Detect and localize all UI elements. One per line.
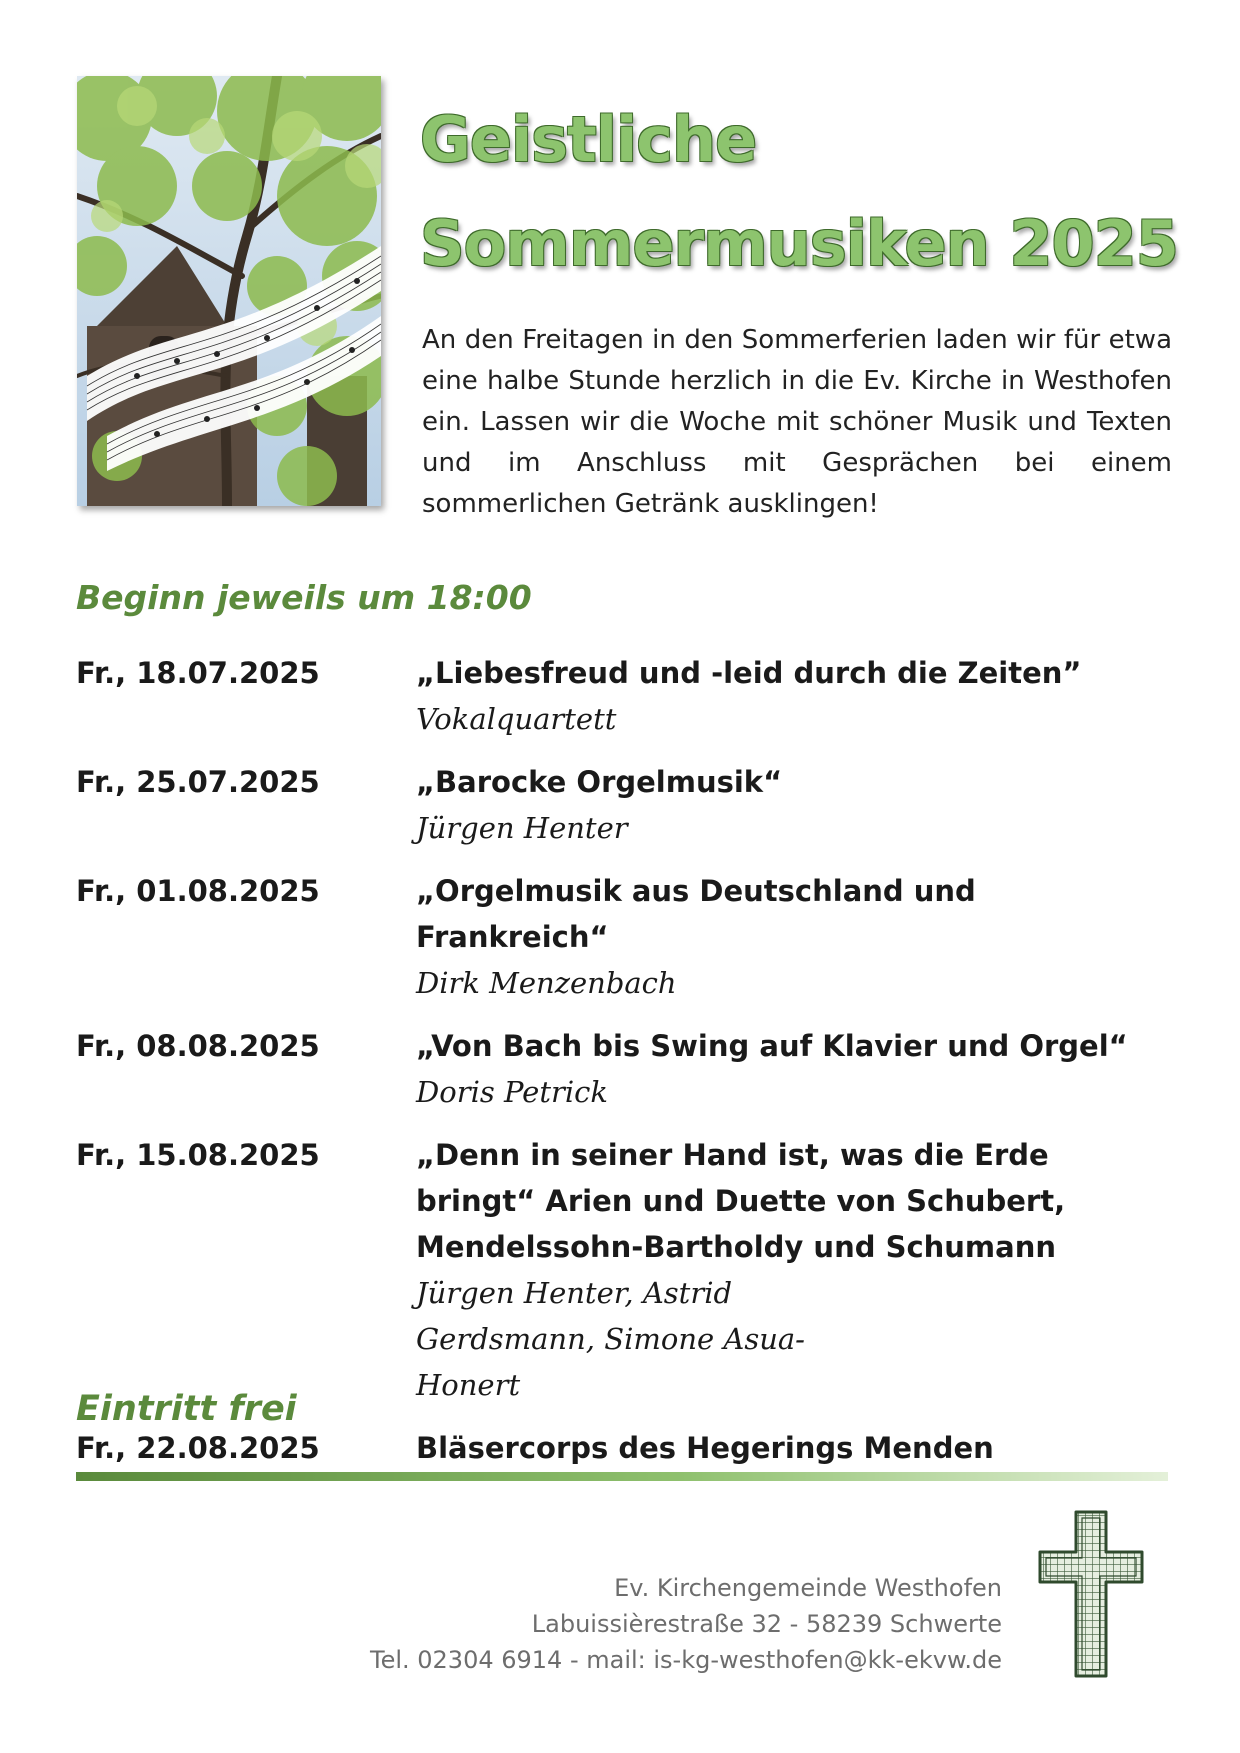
event-title: „Liebesfreud und -leid durch die Zeiten”: [416, 656, 1082, 690]
event-date: Fr., 18.07.2025: [76, 656, 320, 690]
event-date: Fr., 22.08.2025: [76, 1431, 320, 1465]
event-title: „Barocke Orgelmusik“: [416, 765, 783, 799]
event-date: Fr., 08.08.2025: [76, 1029, 320, 1063]
event-row: [76, 1425, 1176, 1471]
event-performer: Dirk Menzenbach: [416, 966, 677, 1000]
event-row: [76, 759, 1176, 851]
contact-footer: [370, 1570, 1002, 1678]
title-line-1: Geistliche: [420, 103, 757, 176]
event-performer: Vokalquartett: [416, 702, 617, 736]
event-title: „Von Bach bis Swing auf Klavier und Orgel“: [416, 1029, 1128, 1063]
event-performer: Jürgen Henter, Astrid Gerdsmann, Simone Asua-Honert: [416, 1276, 805, 1402]
title-line-2: Sommermusiken 2025: [420, 207, 1178, 280]
divider-rule: [76, 1472, 1168, 1481]
event-details: [416, 650, 1176, 742]
event-details: [416, 1023, 1176, 1115]
event-row: [76, 1132, 1176, 1408]
church-tree-photo: [77, 76, 381, 506]
event-performer: Jürgen Henter: [416, 811, 628, 845]
event-schedule: [76, 650, 1176, 1488]
event-date: Fr., 15.08.2025: [76, 1138, 320, 1172]
flyer-title: [420, 88, 1200, 296]
event-row: [76, 650, 1176, 742]
event-title: Bläsercorps des Hegerings Menden: [416, 1431, 994, 1465]
event-title: „Denn in seiner Hand ist, was die Erde bringt“ Arien und Duette von Schubert, Mendelssohn-Bartholdy und Schumann: [416, 1138, 1066, 1264]
event-date: Fr., 01.08.2025: [76, 874, 320, 908]
event-row: [76, 1023, 1176, 1115]
organization-contact: Tel. 02304 6914 - mail: is-kg-westhofen@kk-ekvw.de: [369, 1646, 1002, 1674]
event-title: „Orgelmusik aus Deutschland und Frankreich“: [416, 874, 976, 954]
admission-note: Eintritt frei: [76, 1389, 297, 1429]
event-performer: Doris Petrick: [416, 1075, 608, 1109]
event-row: [76, 868, 1176, 1006]
organization-address: Labuissièrestraße 32 - 58239 Schwerte: [531, 1610, 1002, 1638]
event-date: Fr., 25.07.2025: [76, 765, 320, 799]
event-details: [416, 759, 1176, 851]
event-details: [416, 868, 1176, 1006]
organization-name: Ev. Kirchengemeinde Westhofen: [614, 1574, 1002, 1602]
event-details: [416, 1132, 1176, 1408]
event-details: [416, 1425, 1176, 1471]
intro-paragraph: An den Freitagen in den Sommerferien laden wir für etwa eine halbe Stunde herzlich in die Ev. Kirche in Westhofen ein. Lassen wir die Woche mit schöner Musik und Texten und im Anschluss mit Gesprächen bei einem sommerlichen Getränk ausklingen!: [422, 325, 1172, 519]
start-time-heading: Beginn jeweils um 18:00: [76, 578, 532, 617]
cross-icon: [1036, 1508, 1146, 1684]
